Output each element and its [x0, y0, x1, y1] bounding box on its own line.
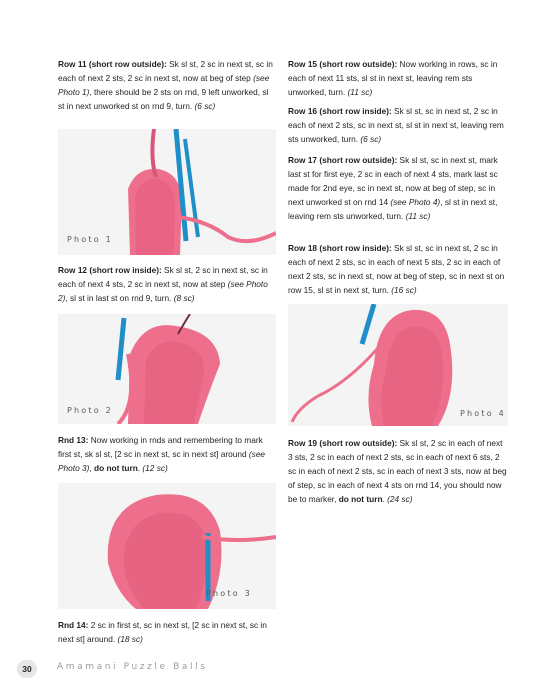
row-12-heading: Row 12 (short row inside):	[58, 265, 162, 275]
row-11-instruction: Row 11 (short row outside): Sk sl st, 2 sc in next st, sc in each of next 2 sts, 2 sc in next st, now at beg of step (see Photo 1), there should be 2 sts on rnd, 9 left unworked, sl st in next unworked st on rnd 9, turn. (6 sc)	[58, 59, 273, 111]
photo-1-label: Photo 1	[67, 235, 113, 244]
row-17-count: (11 sc)	[405, 211, 431, 221]
rnd-14-count: (18 sc)	[117, 634, 143, 644]
photo-4	[288, 304, 508, 426]
photo-4-label: Photo 4	[460, 409, 506, 418]
row-16-heading: Row 16 (short row inside):	[288, 106, 392, 116]
photo-2	[58, 314, 276, 424]
row-12-instruction: Row 12 (short row inside): Sk sl st, 2 sc in next st, sc in each of next 4 sts, 2 sc in next st, now at step (see Photo 2), sl st in last st on rnd 9, turn. (8 sc)	[58, 265, 268, 303]
rnd-13-count: (12 sc)	[142, 463, 168, 473]
row-17-heading: Row 17 (short row outside):	[288, 155, 398, 165]
row-12-count: (8 sc)	[173, 293, 195, 303]
photo-4-image	[288, 304, 508, 426]
row-16-count: (6 sc)	[360, 134, 382, 144]
rnd-13-instruction: Rnd 13: Now working in rnds and remembering to mark first st, sk sl st, [2 sc in next st, sc in next st] around (see Photo 3), do not turn. (12 sc)	[58, 435, 266, 473]
row-15-heading: Row 15 (short row outside):	[288, 59, 398, 69]
row-18-heading: Row 18 (short row inside):	[288, 243, 392, 253]
row-17-instruction: Row 17 (short row outside): Sk sl st, sc in next st, mark last st for first eye, 2 sc in each of next 4 sts, mark last sc made for 2nd eye, sc in next st, now at beg of step, sc in next unworked st on rnd 14 (see Photo 4), sl st in next st, leaving rem sts unworked, turn. (11 sc)	[288, 155, 498, 221]
book-title: Amamani Puzzle Balls	[57, 662, 208, 672]
row-15-count: (11 sc)	[347, 87, 373, 97]
row-11-heading: Row 11 (short row outside):	[58, 59, 167, 69]
rnd-13-heading: Rnd 13:	[58, 435, 89, 445]
rnd-14-instruction: Rnd 14: 2 sc in first st, sc in next st, [2 sc in next st, sc in next st] around. (18 sc)	[58, 620, 267, 644]
row-19-heading: Row 19 (short row outside):	[288, 438, 398, 448]
row-18-count: (16 sc)	[391, 285, 417, 295]
row-16-instruction: Row 16 (short row inside): Sk sl st, sc in next st, 2 sc in each of next 2 sts, sc in next st, sl st in next st, leaving rem sts unworked, turn. (6 sc)	[288, 106, 504, 144]
photo-3	[58, 483, 276, 609]
row-18-instruction: Row 18 (short row inside): Sk sl st, sc in next st, 2 sc in each of next 2 sts, sc in each of next 5 sts, 2 sc in each of next 2 sts, sc in next st, now at beg of step, sc in next st on row 15, sl st in next st, turn. (16 sc)	[288, 243, 505, 295]
row-15-instruction: Row 15 (short row outside): Now working in rows, sc in each of next 11 sts, sl st in next st, leaving rem sts unworked, turn. (11 sc)	[288, 59, 498, 97]
photo-3-label: Photo 3	[206, 589, 252, 598]
photo-1	[58, 129, 276, 255]
rnd-14-heading: Rnd 14:	[58, 620, 89, 630]
page-number: 30	[17, 660, 37, 678]
row-19-instruction: Row 19 (short row outside): Sk sl st, 2 sc in each of next 3 sts, 2 sc in each of next 2 sts, sc in each of next 6 sts, 2 sc in each of next 2 sts, sc in each of next 3 sts, now at beg of step, sc in each of next 4 sts on rnd 14, you should now be to marker, do not turn. (24 sc)	[288, 438, 507, 504]
photo-2-label: Photo 2	[67, 406, 113, 415]
row-11-count: (6 sc)	[194, 101, 216, 111]
row-19-count: (24 sc)	[387, 494, 413, 504]
